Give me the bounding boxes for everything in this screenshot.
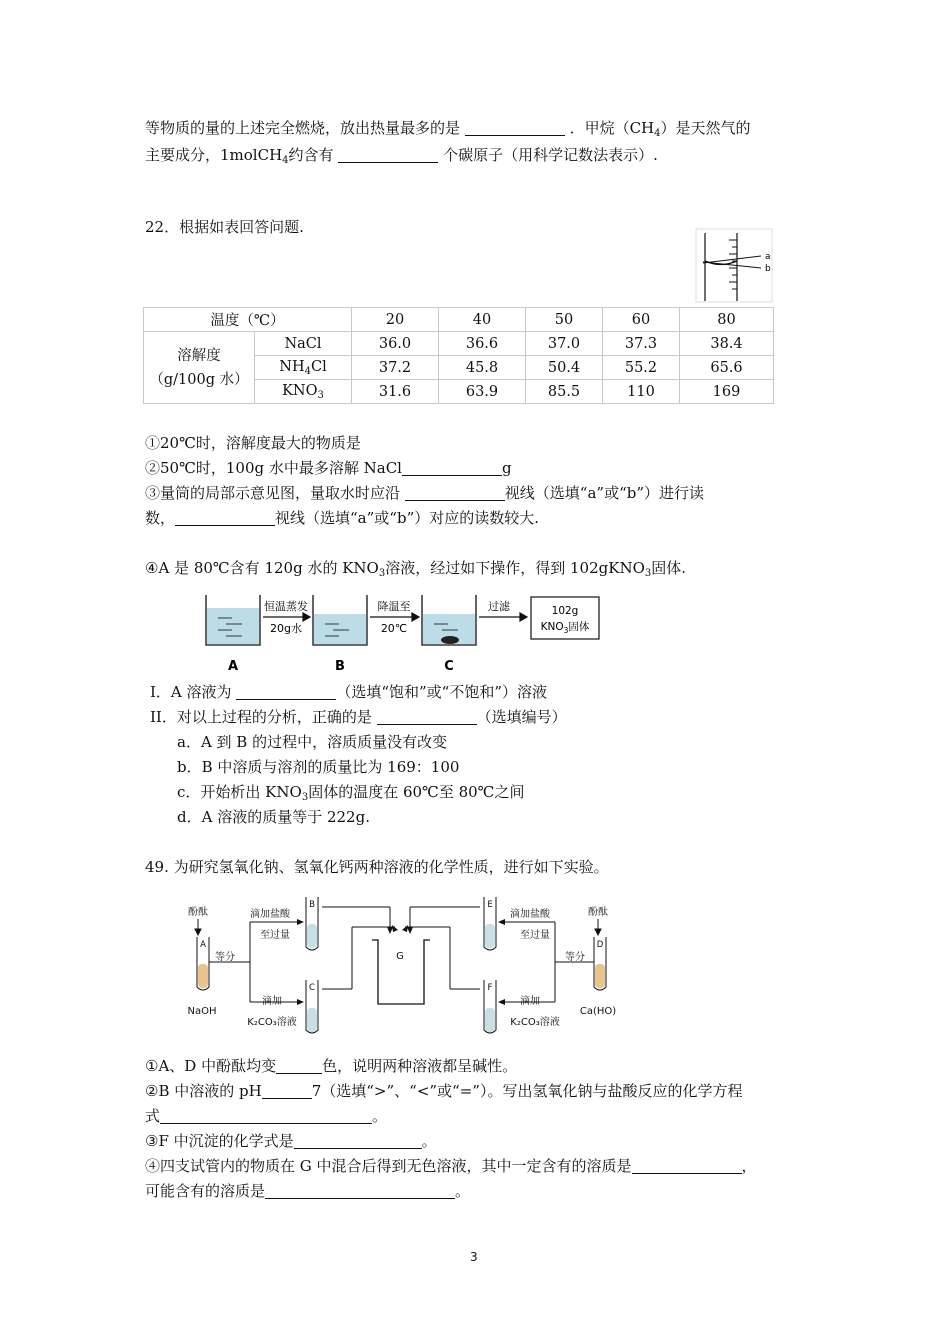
value-cell: 38.4 <box>680 332 774 356</box>
text: ③F 中沉淀的化学式是 <box>145 1132 294 1150</box>
option-c <box>177 782 524 808</box>
table-header-row <box>144 308 774 332</box>
text: 个碳原子（用科学记数法表示）. <box>443 146 658 164</box>
beaker-c-label: C <box>444 659 454 674</box>
text: 固体. <box>651 559 687 577</box>
text: 溶液，经过如下操作，得到 102gKNO <box>385 559 645 577</box>
tube-b-label: B <box>309 900 315 910</box>
answer-blank <box>405 485 505 501</box>
value-cell: 50.4 <box>526 356 603 380</box>
substance-cell <box>255 380 352 404</box>
result-substance-main: KNO <box>540 621 564 633</box>
answer-blank <box>632 1158 742 1174</box>
arrow3-top-label: 过滤 <box>488 600 510 613</box>
subscript: 4 <box>304 365 311 377</box>
temp-cell: 80 <box>680 308 774 332</box>
text: 。 <box>455 1182 471 1200</box>
part-ii <box>150 707 567 727</box>
substance-name: NaCl <box>284 335 322 352</box>
answer-blank <box>265 1183 455 1199</box>
answer-blank <box>465 120 565 136</box>
split-left: 等分 <box>215 952 235 963</box>
tube-d-label: D <box>596 940 604 950</box>
substance-cell <box>255 356 352 380</box>
answer-blank <box>294 1133 422 1149</box>
value-cell: 110 <box>603 380 680 404</box>
text-line <box>145 118 751 144</box>
value-cell: 37.3 <box>603 332 680 356</box>
text: ②50℃时，100g 水中最多溶解 NaCl <box>145 459 402 477</box>
option-b: b．B 中溶质与溶剂的质量比为 169：100 <box>177 758 460 776</box>
result-substance <box>541 620 590 635</box>
question-49-title: 49. 为研究氢氧化钠、氢氧化钙两种溶液的化学性质，进行如下实验。 <box>145 858 609 876</box>
answer-blank <box>276 1058 322 1074</box>
value-cell: 63.9 <box>439 380 526 404</box>
text: ①20℃时，溶解度最大的物质是 <box>145 434 361 452</box>
value-cell: 36.0 <box>352 332 439 356</box>
value-cell: 65.6 <box>680 356 774 380</box>
part-i <box>150 682 547 702</box>
text: I．A 溶液为 <box>150 683 232 701</box>
option-a: a．A 到 B 的过程中，溶质质量没有改变 <box>177 733 448 751</box>
drop-left: 滴加 <box>262 996 282 1007</box>
text: ②B 中溶液的 pH <box>145 1082 262 1100</box>
answer-blank <box>377 709 477 725</box>
text: ③量筒的局部示意见图，量取水时应沿 <box>145 484 401 502</box>
arrow1-bottom-label: 20g水 <box>270 622 302 635</box>
temp-cell: 20 <box>352 308 439 332</box>
subscript: 4 <box>282 155 289 166</box>
subscript: 3 <box>301 792 309 803</box>
subquestion-3-cont <box>145 508 539 528</box>
text: II．对以上过程的分析，正确的是 <box>150 708 372 726</box>
text: ）是天然气的 <box>660 119 751 137</box>
text: （选填“饱和”或“不饱和”）溶液 <box>336 683 547 701</box>
text: 可能含有的溶质是 <box>145 1182 266 1200</box>
text: 视线（选填“a”或“b”）进行读 <box>504 484 705 502</box>
result-substance-tail: 固体 <box>568 621 590 633</box>
solubility-table <box>143 307 774 404</box>
option-d: d．A 溶液的质量等于 222g. <box>177 808 370 826</box>
line-a-label: a <box>765 252 771 262</box>
table-row <box>144 332 774 356</box>
phenolphthalein-left: 酚酞 <box>188 907 208 918</box>
add-hcl-left: 滴加盐酸 <box>250 909 290 920</box>
subquestion-4 <box>145 558 686 584</box>
drop-right: 滴加 <box>520 996 540 1007</box>
substance-cell <box>255 332 352 356</box>
text: c．开始析出 KNO <box>177 783 302 801</box>
solubility-label-line2: （g/100g 水） <box>149 371 249 388</box>
text: 色，说明两种溶液都呈碱性。 <box>322 1057 518 1075</box>
text: ， <box>741 1157 757 1175</box>
q49-subquestion-1 <box>145 1056 517 1076</box>
split-right: 等分 <box>565 952 585 963</box>
tube-f-label: F <box>487 983 493 993</box>
q49-subquestion-2-cont <box>145 1106 387 1126</box>
subscript: 3 <box>378 568 386 579</box>
text: ．甲烷（CH <box>569 119 655 137</box>
value-cell: 169 <box>680 380 774 404</box>
question-22-title: 22．根据如表回答问题. <box>145 218 304 236</box>
value-cell: 37.0 <box>526 332 603 356</box>
caoh-label: Ca(HO) <box>579 1006 617 1017</box>
subquestion-2 <box>145 458 512 478</box>
temp-cell: 50 <box>526 308 603 332</box>
substance-name: KNO <box>282 382 318 399</box>
text: 式 <box>145 1107 161 1125</box>
tube-c-label: C <box>309 983 315 993</box>
text: 视线（选填“a”或“b”）对应的读数较大. <box>275 509 540 527</box>
subscript: 3 <box>644 568 652 579</box>
text: 。 <box>372 1107 388 1125</box>
text: （选填编号） <box>476 708 567 726</box>
text: ①A、D 中酚酞均变 <box>145 1057 277 1075</box>
value-cell: 85.5 <box>526 380 603 404</box>
substance-name-tail: Cl <box>310 358 327 375</box>
text: ④A 是 80℃含有 120g 水的 KNO <box>145 559 379 577</box>
arrow2-top-label: 降温至 <box>377 600 411 613</box>
measuring-cylinder-figure <box>695 228 775 304</box>
value-cell: 36.6 <box>439 332 526 356</box>
text: 7（选填“>”、“<”或“=”）。写出氢氧化钠与盐酸反应的化学方程 <box>311 1082 743 1100</box>
line-b-label: b <box>765 264 771 274</box>
answer-blank <box>402 460 502 476</box>
value-cell: 31.6 <box>352 380 439 404</box>
result-mass: 102g <box>551 605 579 617</box>
temp-cell: 40 <box>439 308 526 332</box>
subscript: 3 <box>563 626 569 635</box>
subscript: 3 <box>317 389 324 401</box>
add-hcl-right: 滴加盐酸 <box>510 909 550 920</box>
answer-blank <box>262 1083 312 1099</box>
naoh-label: NaOH <box>187 1006 217 1017</box>
answer-blank <box>175 510 275 526</box>
excess-right: 至过量 <box>520 930 550 941</box>
arrow2-bottom-label: 20℃ <box>380 622 408 635</box>
value-cell: 55.2 <box>603 356 680 380</box>
answer-blank <box>338 147 438 163</box>
excess-left: 至过量 <box>260 930 290 941</box>
q49-subquestion-4-cont <box>145 1181 470 1201</box>
text: 固体的温度在 60℃至 80℃之间 <box>308 783 525 801</box>
beaker-g-label: G <box>396 951 404 962</box>
value-cell: 37.2 <box>352 356 439 380</box>
crystallization-process-diagram <box>200 590 610 678</box>
temp-cell: 60 <box>603 308 680 332</box>
solubility-label-line1: 溶解度 <box>177 347 221 364</box>
tube-a-label: A <box>200 940 206 950</box>
solubility-label <box>144 332 255 404</box>
substance-name: NH <box>279 358 305 375</box>
text: 主要成分，1molCH <box>145 146 283 164</box>
text: 等物质的量的上述完全燃烧，放出热量最多的是 <box>145 119 461 137</box>
temperature-header: 温度（℃） <box>144 308 352 332</box>
subscript: 4 <box>654 128 661 139</box>
value-cell: 45.8 <box>439 356 526 380</box>
subquestion-1 <box>145 433 361 453</box>
text: 。 <box>421 1132 437 1150</box>
q49-subquestion-3 <box>145 1131 437 1151</box>
text: g <box>501 459 512 477</box>
beaker-a-label: A <box>227 659 239 674</box>
text: 约含有 <box>288 146 334 164</box>
text-line <box>145 145 658 171</box>
answer-blank <box>160 1108 372 1124</box>
beaker-b-label: B <box>335 659 345 674</box>
crystal-precipitate <box>441 636 459 644</box>
q49-subquestion-2 <box>145 1081 742 1101</box>
text: ④四支试管内的物质在 G 中混合后得到无色溶液，其中一定含有的溶质是 <box>145 1157 632 1175</box>
q49-subquestion-4 <box>145 1156 757 1176</box>
subquestion-3 <box>145 483 704 503</box>
answer-blank <box>236 684 336 700</box>
k2co3-left: K₂CO₃溶液 <box>247 1017 297 1028</box>
phenolphthalein-right: 酚酞 <box>588 907 608 918</box>
beaker-g <box>372 940 430 1004</box>
text: 数， <box>145 509 176 527</box>
arrow1-top-label: 恒温蒸发 <box>264 600 308 613</box>
hydroxide-experiment-diagram <box>180 892 630 1042</box>
k2co3-right: K₂CO₃溶液 <box>510 1017 560 1028</box>
tube-e-label: E <box>487 900 493 910</box>
page-number: 3 <box>470 1250 478 1264</box>
